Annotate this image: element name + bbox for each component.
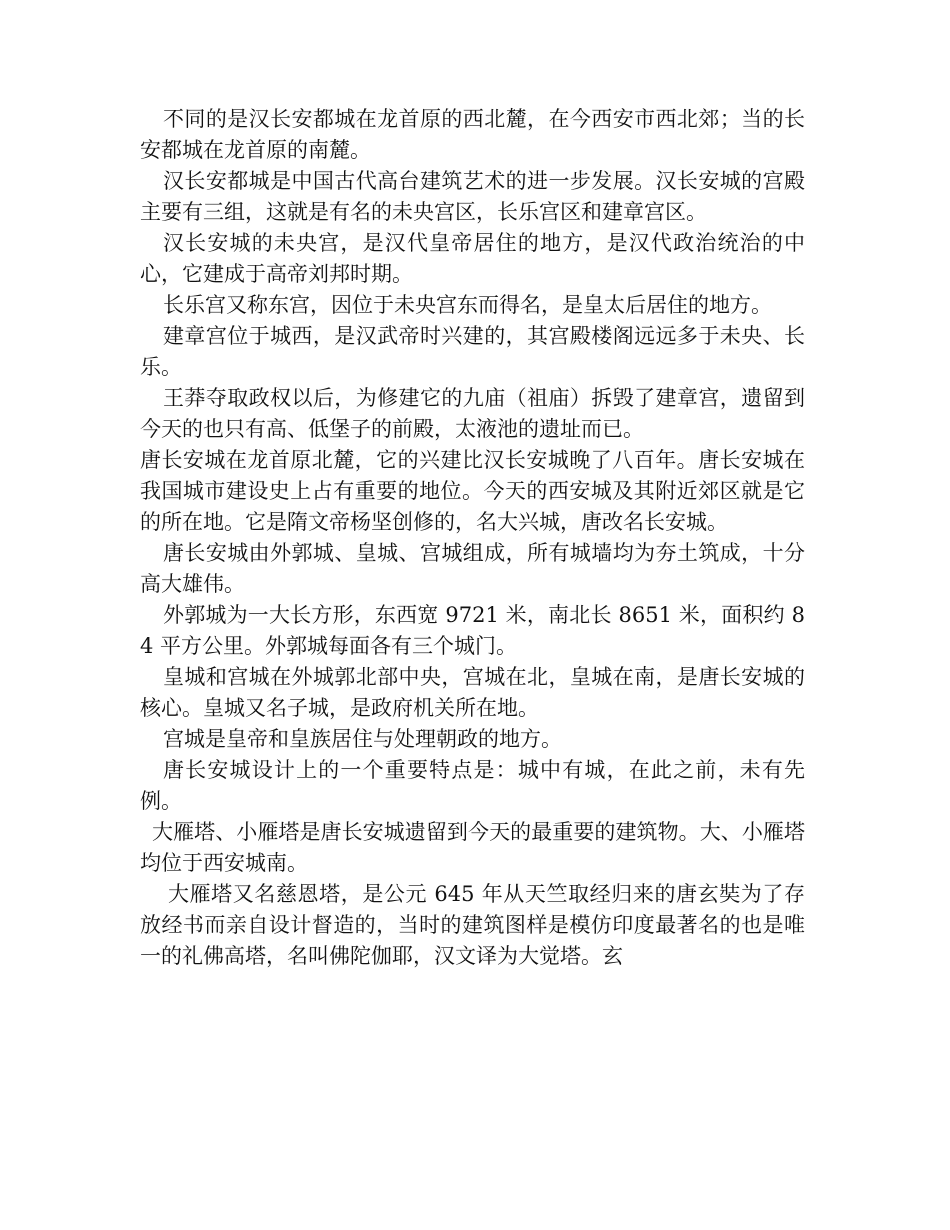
paragraph: 大雁塔又名慈恩塔，是公元 645 年从天竺取经归来的唐玄奘为了存放经书而亲自设计督造的，当时的建筑图样是模仿印度最著名的也是唯一的礼佛高塔，名叫佛陀伽耶，汉文译为大觉塔。玄	[140, 882, 805, 968]
paragraph: 不同的是汉长安都城在龙首原的西北麓，在今西安市西北郊；当的长安都城在龙首原的南麓。	[140, 107, 805, 162]
paragraph: 唐长安城设计上的一个重要特点是：城中有城，在此之前，未有先例。	[140, 758, 805, 813]
paragraph: 长乐宫又称东宫，因位于未央宫东而得名，是皇太后居住的地方。	[163, 293, 772, 317]
paragraph: 建章宫位于城西，是汉武帝时兴建的，其宫殿楼阁远远多于未央、长乐。	[140, 324, 805, 379]
paragraph: 汉长安都城是中国古代高台建筑艺术的进一步发展。汉长安城的宫殿主要有三组，这就是有名的未央宫区，长乐宫区和建章宫区。	[140, 169, 805, 224]
paragraph: 唐长安城在龙首原北麓，它的兴建比汉长安城晚了八百年。唐长安城在我国城市建设史上占有重要的地位。今天的西安城及其附近郊区就是它的所在地。它是隋文帝杨坚创修的，名大兴城，唐改名长安城。	[140, 448, 805, 534]
paragraph: 王莽夺取政权以后，为修建它的九庙（祖庙）拆毁了建章宫，遗留到今天的也只有高、低堡子的前殿，太液池的遗址而已。	[140, 386, 805, 441]
paragraph: 宫城是皇帝和皇族居住与处理朝政的地方。	[163, 727, 562, 751]
paragraph: 唐长安城由外郭城、皇城、宫城组成，所有城墙均为夯土筑成，十分高大雄伟。	[140, 541, 805, 596]
paragraph: 大雁塔、小雁塔是唐长安城遗留到今天的最重要的建筑物。大、小雁塔均位于西安城南。	[140, 820, 805, 875]
paragraph: 汉长安城的未央宫，是汉代皇帝居住的地方，是汉代政治统治的中心，它建成于高帝刘邦时期。	[140, 231, 805, 286]
paragraph: 外郭城为一大长方形，东西宽 9721 米，南北长 8651 米，面积约 84 平方公里。外郭城每面各有三个城门。	[140, 603, 805, 658]
document-page	[140, 104, 805, 972]
paragraph: 皇城和宫城在外城郭北部中央，宫城在北，皇城在南，是唐长安城的核心。皇城又名子城，是政府机关所在地。	[140, 665, 805, 720]
